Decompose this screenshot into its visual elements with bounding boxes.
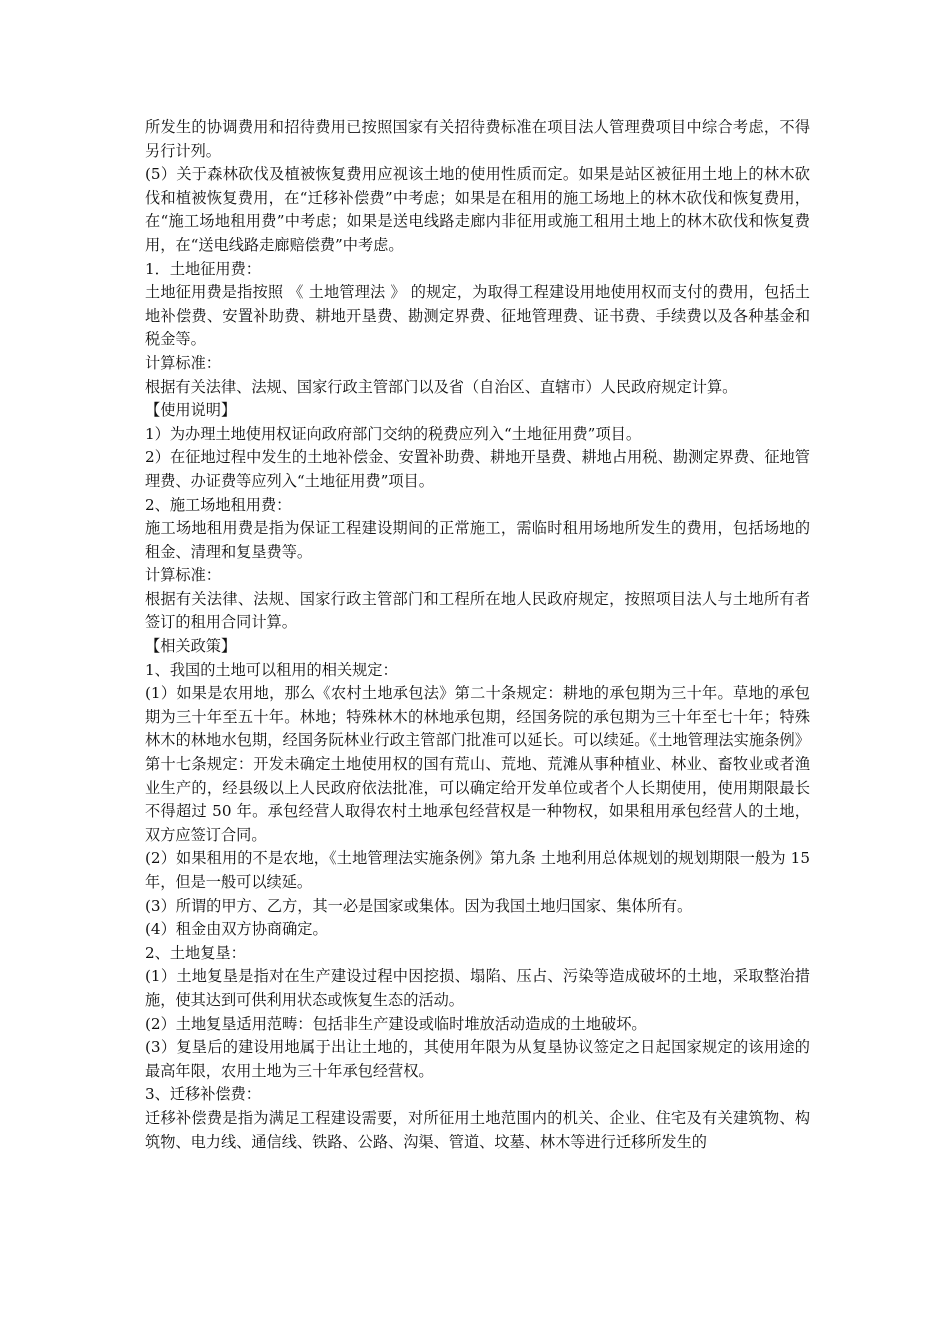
paragraph: 施工场地租用费是指为保证工程建设期间的正常施工，需临时租用场地所发生的费用，包括场地的租金、清理和复垦费等。	[145, 519, 810, 561]
paragraph: 土地征用费是指按照 《 土地管理法 》 的规定，为取得工程建设用地使用权而支付的费用，包括土地补偿费、安置补助费、耕地开垦费、勘测定界费、征地管理费、证书费、手续费以及各种基金和税金等。	[145, 283, 810, 349]
list-item: (3）所谓的甲方、乙方，其一必是国家或集体。因为我国土地归国家、集体所有。	[145, 896, 693, 915]
section-heading: 1、我国的土地可以租用的相关规定：	[145, 660, 398, 679]
paragraph: 所发生的协调费用和招待费用已按照国家有关招待费标准在项目法人管理费项目中综合考虑，不得另行计列。	[145, 118, 810, 160]
paragraph: 根据有关法律、法规、国家行政主管部门和工程所在地人民政府规定，按照项目法人与土地所有者签订的租用合同计算。	[145, 589, 810, 632]
list-item: (3）复垦后的建设用地属于出让土地的，其使用年限为从复垦协议签定之日起国家规定的该用途的最高年限，农用土地为三十年承包经营权。	[145, 1038, 810, 1080]
list-item: (4）租金由双方协商确定。	[145, 920, 328, 939]
list-item: (1）土地复垦是指对在生产建设过程中因挖损、塌陷、压占、污染等造成破坏的土地，采取整治措施，使其达到可供利用状态或恢复生态的活动。	[145, 967, 810, 1009]
section-heading: 2、施工场地租用费：	[145, 495, 292, 514]
paragraph: 根据有关法律、法规、国家行政主管部门以及省（自治区、直辖市）人民政府规定计算。	[145, 377, 738, 396]
list-item: (2）土地复垦适用范畴：包括非生产建设或临时堆放活动造成的土地破坏。	[145, 1014, 647, 1033]
paragraph: 迁移补偿费是指为满足工程建设需要，对所征用土地范围内的机关、企业、住宅及有关建筑物、构筑物、电力线、通信线、铁路、公路、沟渠、管道、坟墓、林木等进行迁移所发生的	[145, 1108, 810, 1151]
list-item: 2）在征地过程中发生的土地补偿金、安置补助费、耕地开垦费、耕地占用税、勘测定界费、征地管理费、办证费等应列入“土地征用费”项目。	[145, 448, 810, 490]
section-heading: 1．土地征用费：	[145, 259, 261, 278]
subheading: 【使用说明】	[145, 401, 237, 420]
list-item: (2）如果租用的不是农地，《土地管理法实施条例》第九条 土地利用总体规划的规划期限一般为 15 年，但是一般可以续延。	[145, 849, 810, 891]
section-heading: 3、迁移补偿费：	[145, 1085, 261, 1104]
subheading: 计算标准：	[145, 566, 221, 585]
section-heading: 2、土地复垦：	[145, 943, 246, 962]
document-page	[145, 116, 810, 1154]
paragraph: (5）关于森林砍伐及植被恢复费用应视该土地的使用性质而定。如果是站区被征用土地上的林木砍伐和植被恢复费用，在“迁移补偿费”中考虑；如果是在租用的施工场地上的林木砍伐和恢复费用，在“施工场地租用费”中考虑；如果是送电线路走廊内非征用或施工租用土地上的林木砍伐和恢复费用，在“送电线路走廊赔偿费”中考虑。	[145, 165, 810, 254]
list-item: 1）为办理土地使用权证向政府部门交纳的税费应列入“土地征用费”项目。	[145, 424, 642, 443]
subheading: 计算标准：	[145, 353, 221, 372]
subheading: 【相关政策】	[145, 637, 237, 656]
list-item: (1）如果是农用地，那么《农村土地承包法》第二十条规定：耕地的承包期为三十年。草地的承包期为三十年至五十年。林地；特殊林木的林地承包期，经国务院的承包期为三十年至七十年；特殊林木的林地水包期，经国务阮林业行政主管部门批准可以延长。可以续延。《土地管理法实施条例》第十七条规定：开发未确定土地使用权的国有荒山、荒地、荒滩从事种植业、林业、畜牧业或者渔业生产的，经县级以上人民政府依法批准，可以确定给开发单位或者个人长期使用，使用期限最长不得超过 50 年。承包经营人取得农村土地承包经营权是一种物权，如果租用承包经营人的土地，双方应签订合同。	[145, 684, 810, 844]
